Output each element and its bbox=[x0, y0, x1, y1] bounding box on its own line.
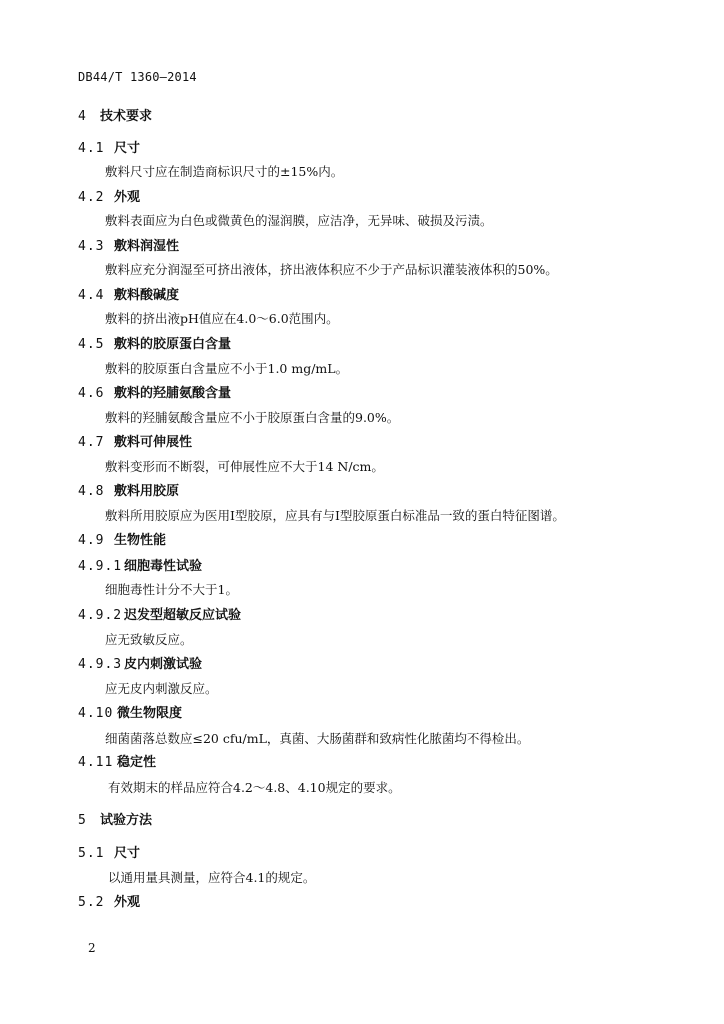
section-title: 敷料用胶原 bbox=[114, 484, 180, 499]
section-title: 皮内刺激试验 bbox=[124, 657, 203, 672]
section-title: 敷料的胶原蛋白含量 bbox=[114, 337, 232, 352]
section-number: 4.6 bbox=[78, 386, 105, 401]
paragraph-text: 以通用量具测量，应符合4.1的规定。 bbox=[108, 870, 316, 885]
paragraph-text: 敷料表面应为白色或微黄色的湿润膜，应洁净，无异味、破损及污渍。 bbox=[105, 213, 493, 228]
section-number: 4.4 bbox=[78, 288, 105, 303]
document-code: DB44/T 1360—2014 bbox=[78, 70, 197, 84]
section-number: 4.9.3 bbox=[78, 657, 123, 672]
section-number: 4.2 bbox=[78, 190, 105, 205]
section-number: 4.8 bbox=[78, 484, 105, 499]
section-title: 敷料可伸展性 bbox=[114, 435, 193, 450]
section-title: 试验方法 bbox=[100, 813, 153, 828]
paragraph-text: 敷料的挤出液pH值应在4.0～6.0范围内。 bbox=[105, 311, 339, 326]
section-title: 细胞毒性试验 bbox=[124, 559, 203, 574]
section-number: 5.1 bbox=[78, 846, 105, 861]
section-number: 4.9.1 bbox=[78, 559, 123, 574]
section-number: 4.3 bbox=[78, 239, 105, 254]
paragraph-text: 细胞毒性计分不大于1。 bbox=[105, 582, 238, 597]
section-number: 4.1 bbox=[78, 141, 105, 156]
paragraph-text: 细菌菌落总数应≤20 cfu/mL，真菌、大肠菌群和致病性化脓菌均不得检出。 bbox=[105, 731, 530, 746]
section-title: 外观 bbox=[114, 190, 141, 205]
section-title: 迟发型超敏反应试验 bbox=[124, 608, 242, 623]
paragraph-text: 有效期末的样品应符合4.2～4.8、4.10规定的要求。 bbox=[108, 780, 401, 795]
section-title: 敷料的羟脯氨酸含量 bbox=[114, 386, 232, 401]
section-title: 微生物限度 bbox=[117, 706, 183, 721]
paragraph-text: 敷料所用胶原应为医用Ⅰ型胶原，应具有与Ⅰ型胶原蛋白标准品一致的蛋白特征图谱。 bbox=[105, 508, 565, 523]
section-title: 稳定性 bbox=[117, 755, 157, 770]
section-number: 4 bbox=[78, 109, 87, 124]
paragraph-text: 敷料的羟脯氨酸含量应不小于胶原蛋白含量的9.0%。 bbox=[105, 410, 400, 425]
section-title: 外观 bbox=[114, 895, 141, 910]
section-title: 敷料酸碱度 bbox=[114, 288, 180, 303]
section-title: 尺寸 bbox=[114, 141, 141, 156]
section-number: 4.7 bbox=[78, 435, 105, 450]
page-number: 2 bbox=[88, 941, 96, 955]
section-number: 4.11 bbox=[78, 755, 114, 770]
paragraph-text: 敷料尺寸应在制造商标识尺寸的±15%内。 bbox=[105, 164, 344, 179]
section-title: 敷料润湿性 bbox=[114, 239, 180, 254]
paragraph-text: 应无皮内刺激反应。 bbox=[105, 681, 218, 696]
paragraph-text: 敷料变形而不断裂，可伸展性应不大于14 N/cm。 bbox=[105, 459, 384, 474]
section-number: 5 bbox=[78, 813, 87, 828]
paragraph-text: 应无致敏反应。 bbox=[105, 632, 193, 647]
section-title: 技术要求 bbox=[100, 109, 153, 124]
section-number: 5.2 bbox=[78, 895, 105, 910]
paragraph-text: 敷料的胶原蛋白含量应不小于1.0 mg/mL。 bbox=[105, 361, 349, 376]
paragraph-text: 敷料应充分润湿至可挤出液体，挤出液体积应不少于产品标识灌装液体积的50%。 bbox=[105, 262, 558, 277]
section-number: 4.9.2 bbox=[78, 608, 123, 623]
section-number: 4.9 bbox=[78, 533, 105, 548]
section-title: 尺寸 bbox=[114, 846, 141, 861]
section-title: 生物性能 bbox=[114, 533, 167, 548]
section-number: 4.10 bbox=[78, 706, 114, 721]
section-number: 4.5 bbox=[78, 337, 105, 352]
